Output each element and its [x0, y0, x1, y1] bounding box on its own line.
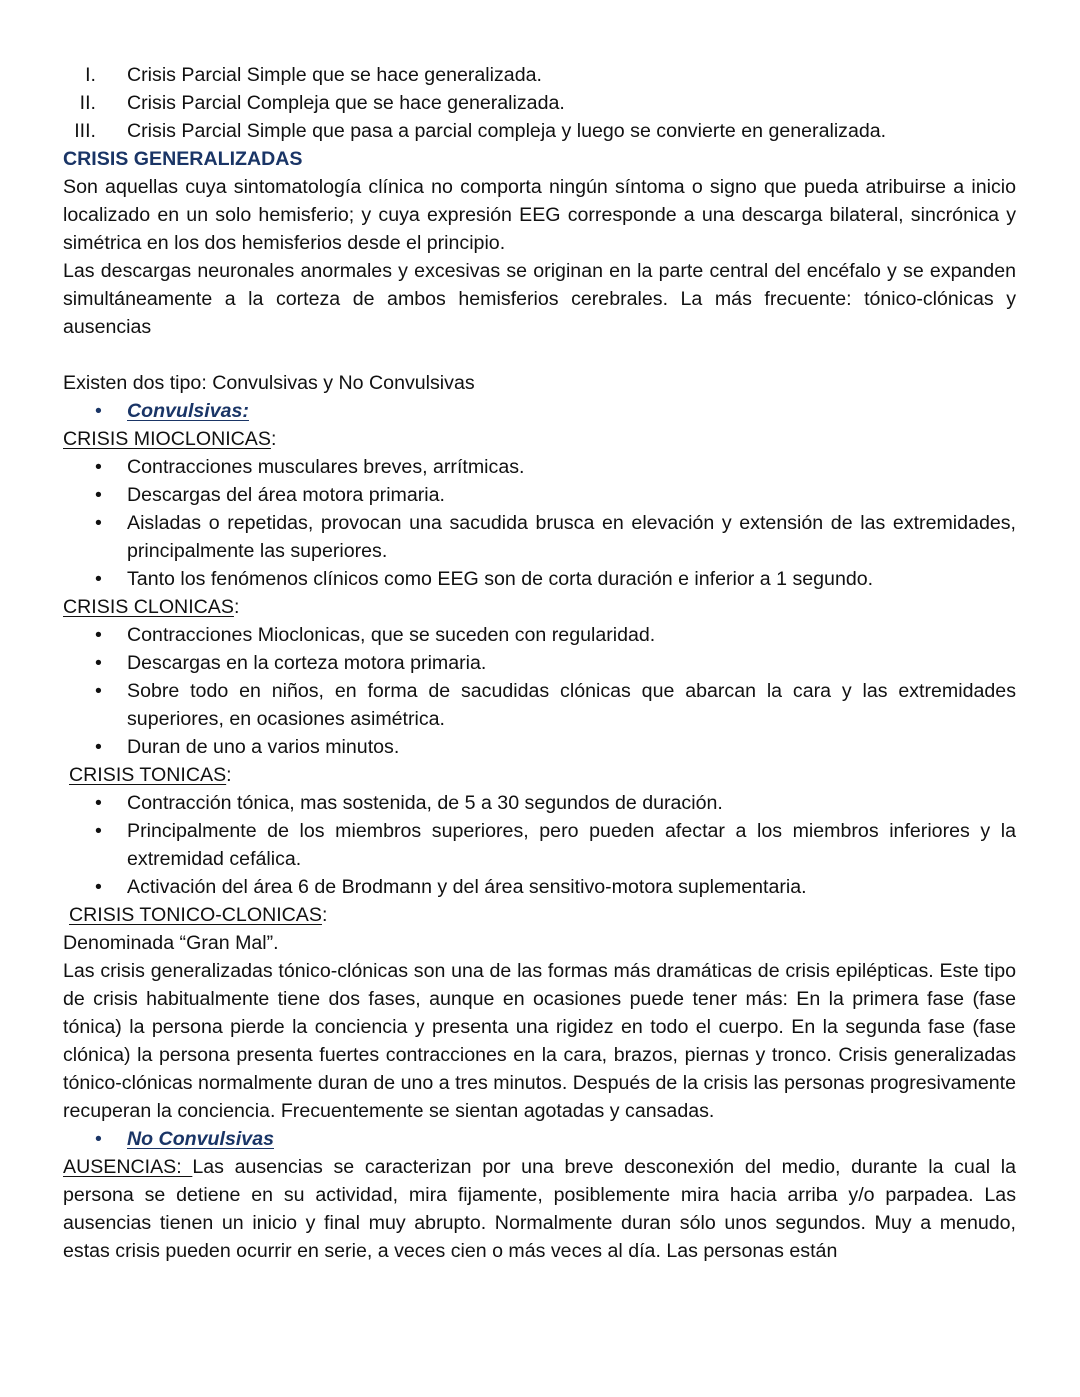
subheading-title: CRISIS TONICO-CLONICAS: [69, 904, 322, 926]
list-item: [63, 649, 1016, 677]
spacer: [63, 341, 1016, 369]
list-item: [63, 677, 1016, 733]
list-item-text: Descargas en la corteza motora primaria.: [127, 652, 487, 674]
list-item: [63, 453, 1016, 481]
list-number: I.: [85, 64, 96, 86]
list-item: [63, 733, 1016, 761]
bullet-icon: •: [95, 568, 102, 590]
list-item-text: Contracciones Mioclonicas, que se suceden con regularidad.: [127, 624, 656, 646]
category-label: No Convulsivas: [127, 1128, 274, 1150]
subheading-title: CRISIS CLONICAS: [63, 596, 234, 618]
document-page: [63, 61, 1016, 1265]
bullet-icon: •: [95, 820, 102, 842]
subheading-title: CRISIS TONICAS: [69, 764, 227, 786]
subheading-mioclonicas: [63, 425, 1016, 453]
list-item-text: Contracción tónica, mas sostenida, de 5 a 30 segundos de duración.: [127, 792, 723, 814]
list-item: [63, 509, 1016, 565]
bullet-icon: •: [95, 680, 102, 702]
roman-list: [63, 61, 1016, 145]
tonicas-list: [63, 789, 1016, 901]
subheading-title: CRISIS MIOCLONICAS: [63, 428, 271, 450]
bullet-icon: •: [95, 512, 102, 534]
ausencias-label: AUSENCIAS:: [63, 1156, 193, 1178]
list-item: [63, 565, 1016, 593]
gran-mal-alias: Denominada “Gran Mal”.: [63, 932, 279, 954]
subheading-colon: :: [233, 596, 240, 618]
bullet-icon: •: [95, 652, 102, 674]
list-item: [63, 873, 1016, 901]
category-no-convulsivas: [63, 1125, 1016, 1153]
clonicas-list: [63, 621, 1016, 761]
list-item-text: Tanto los fenómenos clínicos como EEG son de corta duración e inferior a 1 segundo.: [127, 568, 874, 590]
list-item-text: Activación del área 6 de Brodmann y del área sensitivo-motora suplementaria.: [127, 876, 807, 898]
subheading-colon: :: [226, 764, 232, 786]
list-item: [63, 481, 1016, 509]
bullet-icon: •: [95, 876, 102, 898]
roman-list-item: [63, 117, 1016, 145]
list-item-text: Principalmente de los miembros superiores, pero pueden afectar a los miembros inferiores y la extremidad cefálica.: [127, 820, 1016, 870]
list-number: III.: [74, 120, 96, 142]
paragraph-tonico-clonicas: Las crisis generalizadas tónico-clónicas son una de las formas más dramáticas de crisis epilépticas. Este tipo de crisis habitualmente tiene dos fases, aunque en ocasiones puede tener más: En la primera fase (fase tónica) la persona pierde la conciencia y presenta una rigidez en todo el cuerpo. En la segunda fase (fase clónica) la persona presenta fuertes contracciones en la cara, brazos, piernas y tronco. Crisis generalizadas tónico-clónicas normalmente duran de uno a tres minutos. Después de la crisis las personas progresivamente recuperan la conciencia. Frecuentemente se sientan agotadas y cansadas.: [63, 960, 1016, 1122]
subheading-colon: :: [321, 904, 328, 926]
roman-list-item: [63, 89, 1016, 117]
list-text: Crisis Parcial Simple que se hace generalizada.: [127, 64, 542, 86]
list-item: [63, 789, 1016, 817]
subheading-colon: :: [270, 428, 277, 450]
list-text: Crisis Parcial Simple que pasa a parcial compleja y luego se convierte en generalizada.: [127, 120, 887, 142]
section-heading-generalizadas: CRISIS GENERALIZADAS: [63, 148, 303, 170]
ausencias-text: Las ausencias se caracterizan por una breve desconexión del medio, durante la cual la persona se detiene en su actividad, mira fijamente, posiblemente mira hacia arriba y/o parpadea. Las ausencias tienen un inicio y final muy abrupto. Normalmente duran sólo unos segundos. Muy a menudo, estas crisis pueden ocurrir en serie, a veces cien o más veces al día. Las personas están: [63, 1156, 1016, 1262]
bullet-icon: •: [95, 736, 102, 758]
paragraph-definition: Son aquellas cuya sintomatología clínica no comporta ningún síntoma o signo que pueda atribuirse a inicio localizado en un solo hemisferio; y cuya expresión EEG corresponde a una descarga bilateral, sincrónica y simétrica en los dos hemisferios desde el principio.: [63, 176, 1016, 254]
subheading-clonicas: [63, 593, 1016, 621]
bullet-icon: •: [95, 400, 102, 422]
bullet-icon: •: [95, 456, 102, 478]
paragraph-ausencias: [63, 1153, 1016, 1265]
paragraph-origin: Las descargas neuronales anormales y excesivas se originan en la parte central del encéfalo y se expanden simultáneamente a la corteza de ambos hemisferios cerebrales. La más frecuente: tónico-clónicas y ausencias: [63, 260, 1016, 338]
list-item-text: Duran de uno a varios minutos.: [127, 736, 400, 758]
list-item-text: Aisladas o repetidas, provocan una sacudida brusca en elevación y extensión de las extremidades, principalmente las superiores.: [127, 512, 1016, 562]
category-convulsivas: [63, 397, 1016, 425]
subheading-tonicas: [63, 761, 1016, 789]
list-item: [63, 621, 1016, 649]
list-number: II.: [79, 92, 96, 114]
list-item: [63, 817, 1016, 873]
mioclonicas-list: [63, 453, 1016, 593]
bullet-icon: •: [95, 484, 102, 506]
types-intro: Existen dos tipo: Convulsivas y No Convulsivas: [63, 372, 475, 394]
category-label: Convulsivas:: [127, 400, 249, 422]
list-text: Crisis Parcial Compleja que se hace generalizada.: [127, 92, 565, 114]
bullet-icon: •: [95, 1128, 102, 1150]
roman-list-item: [63, 61, 1016, 89]
list-item-text: Contracciones musculares breves, arrítmicas.: [127, 456, 525, 478]
bullet-icon: •: [95, 792, 102, 814]
list-item-text: Sobre todo en niños, en forma de sacudidas clónicas que abarcan la cara y las extremidades superiores, en ocasiones asimétrica.: [127, 680, 1016, 730]
bullet-icon: •: [95, 624, 102, 646]
subheading-tonico-clonicas: [63, 901, 1016, 929]
list-item-text: Descargas del área motora primaria.: [127, 484, 445, 506]
